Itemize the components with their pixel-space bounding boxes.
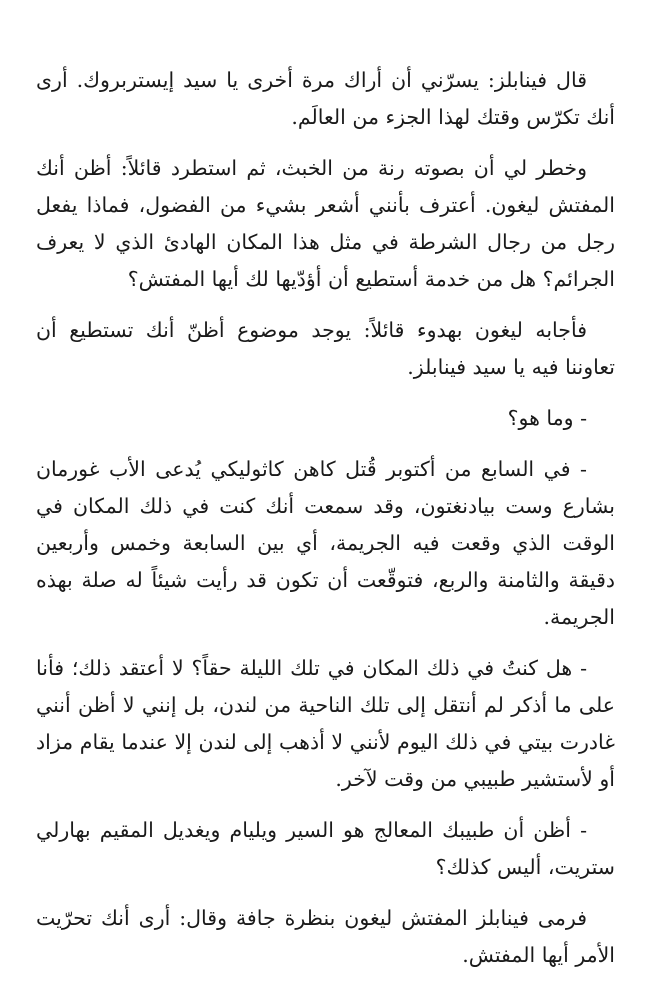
paragraph-doctor-question: - أظن أن طبيبك المعالج هو السير ويليام ويغديل المقيم بهارلي ستريت، أليس كذلك؟ (36, 818, 615, 879)
paragraph-what-is-it: - وما هو؟ (507, 406, 587, 430)
paragraph-venables-greeting: قال فينابلز: يسرّني أن أراك مرة أخرى يا سيد إيستربروك. أرى أنك تكرّس وقتك لهذا الجزء من العالَم. (36, 68, 615, 129)
paragraph-murder-details: - في السابع من أكتوبر قُتل كاهن كاثوليكي يُدعى الأب غورمان بشارع وست بيادنغتون، وقد سمعت أنك كنت في ذلك المكان في الوقت الذي وقعت فيه الجريمة، أي بين السابعة وخمس وأربعين دقيقة والثامنة والربع، فتوقّعت أن تكون قد رأيت شيئاً له صلة بهذه الجريمة. (36, 457, 615, 629)
paragraph-venables-question: وخطر لي أن بصوته رنة من الخبث، ثم استطرد قائلاً: أظن أنك المفتش ليغون. أعترف بأنني أشعر بشيء من الفضول، فماذا يفعل رجل من رجال الشرطة في مثل هذا المكان الهادئ الذي لا يعرف الجرائم؟ هل من خدمة أستطيع أن أؤدّيها لك أيها المفتش؟ (36, 156, 615, 291)
paragraph-venables-denial: - هل كنتُ في ذلك المكان في تلك الليلة حقاً؟ لا أعتقد ذلك؛ فأنا على ما أذكر لم أنتقل إلى تلك الناحية من لندن، بل إنني لا أظن أنني غادرت بيتي في ذلك اليوم لأنني لا أذهب إلى لندن إلا عندما يقام مزاد أو لأستشير طبيبي من وقت لآخر. (36, 656, 615, 791)
paragraph-lejeune-reply: فأجابه ليغون بهدوء قائلاً: يوجد موضوع أظنّ أنك تستطيع أن تعاوننا فيه يا سيد فينابلز. (36, 318, 615, 379)
paragraph-venables-dry-look: فرمى فينابلز المفتش ليغون بنظرة جافة وقال: أرى أنك تحرّيت الأمر أيها المفتش. (36, 906, 615, 967)
